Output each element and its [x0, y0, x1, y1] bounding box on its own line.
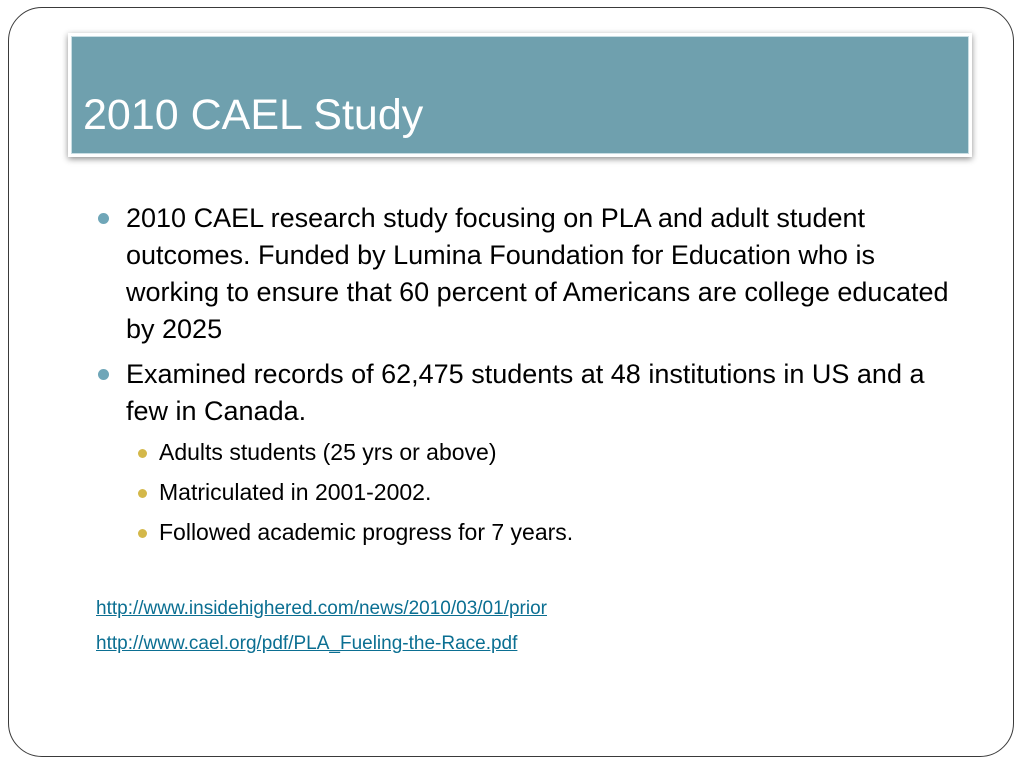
sub-bullet-dot-icon [138, 449, 147, 458]
slide-title: 2010 CAEL Study [83, 91, 424, 139]
sub-bullet-item [136, 518, 966, 547]
sub-bullet-dot-icon [138, 489, 147, 498]
sub-bullet-text: Matriculated in 2001-2002. [159, 479, 432, 505]
bullet-dot-icon [98, 213, 109, 224]
sub-bullet-text: Adults students (25 yrs or above) [159, 439, 497, 465]
bullet-dot-icon [98, 369, 109, 380]
sub-bullet-list [96, 438, 966, 547]
bullet-item [96, 356, 966, 430]
sub-bullet-text: Followed academic progress for 7 years. [159, 519, 574, 545]
bullet-text: 2010 CAEL research study focusing on PLA and adult student outcomes. Funded by Lumina Foundation for Education who is working to ensure that 60 percent of Americans are college educated by 2025 [126, 203, 949, 344]
sub-bullet-item [136, 478, 966, 507]
link-insidehighered[interactable]: http://www.insidehighered.com/news/2010/03/01/prior [96, 598, 547, 619]
link-cael-pdf[interactable]: http://www.cael.org/pdf/PLA_Fueling-the-Race.pdf [96, 633, 518, 654]
bullet-text: Examined records of 62,475 students at 48 institutions in US and a few in Canada. [126, 359, 925, 426]
title-banner [68, 33, 972, 157]
reference-links [96, 598, 547, 668]
sub-bullet-dot-icon [138, 529, 147, 538]
bullet-item [96, 200, 966, 348]
bullet-list [96, 200, 966, 558]
sub-bullet-item [136, 438, 966, 467]
